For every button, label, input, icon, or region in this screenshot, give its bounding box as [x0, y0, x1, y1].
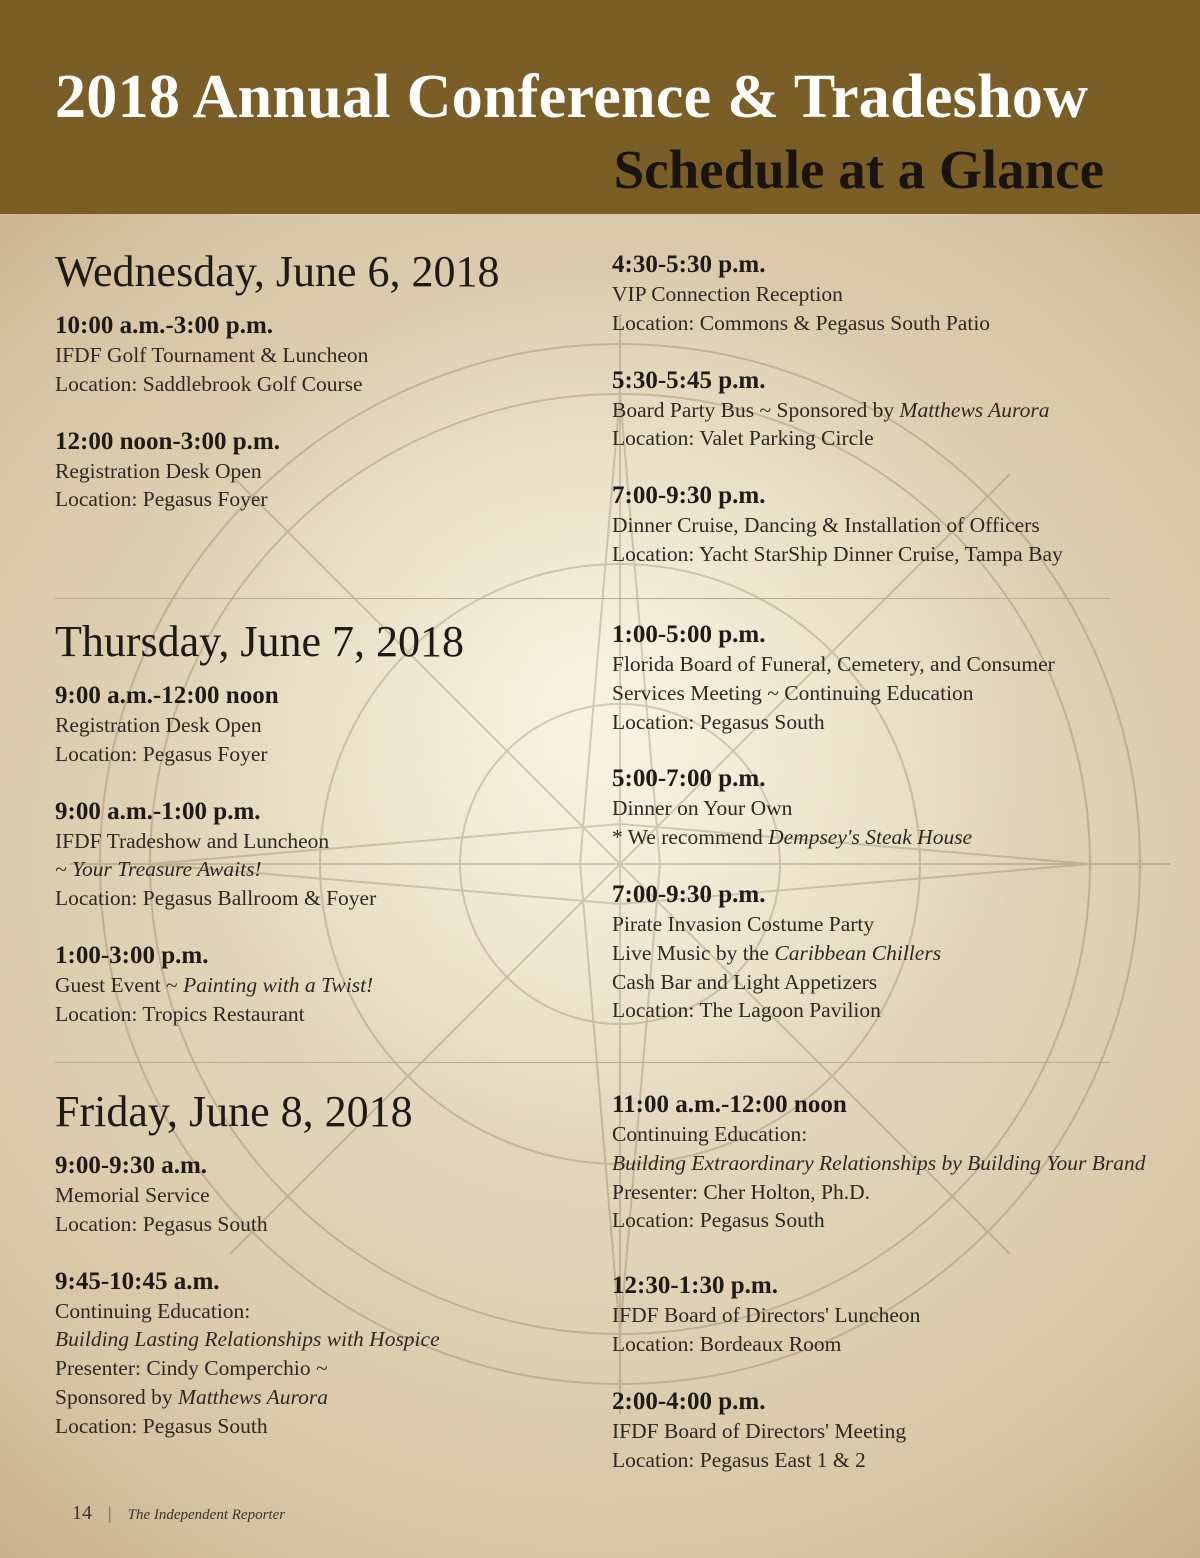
header-banner: [0, 0, 1200, 214]
event-time: 9:00 a.m.-1:00 p.m.: [55, 797, 261, 825]
event-title: VIP Connection Reception: [612, 282, 843, 306]
publication-name: The Independent Reporter: [127, 1507, 286, 1523]
event-note: [612, 823, 1152, 852]
day-heading: Friday, June 8, 2018: [55, 1087, 413, 1136]
event-title-italic: Painting with a Twist!: [183, 972, 374, 997]
event: [612, 764, 1152, 852]
event: [612, 366, 1152, 454]
event-time: 9:00-9:30 a.m.: [55, 1152, 208, 1179]
section-divider: [55, 598, 1110, 599]
presenter: Presenter: Cher Holton, Ph.D.: [612, 1179, 870, 1204]
event-location: Location: Pegasus East 1 & 2: [612, 1447, 866, 1472]
event: [55, 1151, 595, 1239]
event-detail: [612, 939, 1152, 968]
sponsor-line: [55, 1383, 595, 1412]
event-title: Dinner Cruise, Dancing & Installation of Officers: [612, 513, 1040, 538]
sponsor-name: Matthews Aurora: [178, 1384, 328, 1409]
event: [612, 1090, 1152, 1235]
event-title: Memorial Service: [55, 1183, 210, 1207]
restaurant-name: Dempsey's Steak House: [768, 825, 973, 850]
event-time: 10:00 a.m.-3:00 p.m.: [55, 312, 274, 339]
event-location: Location: The Lagoon Pavilion: [612, 998, 881, 1023]
event-tagline: ~ Your Treasure Awaits!: [55, 857, 262, 882]
event: [55, 1267, 595, 1441]
event-title: Florida Board of Funeral, Cemetery, and Consumer: [612, 652, 1055, 676]
event-location: Location: Saddlebrook Golf Course: [55, 371, 363, 396]
event-title: Registration Desk Open: [55, 713, 262, 737]
event-location: Location: Valet Parking Circle: [612, 426, 874, 451]
event-time: 11:00 a.m.-12:00 noon: [612, 1091, 847, 1118]
footer-separator: |: [108, 1503, 112, 1523]
page-subtitle: Schedule at a Glance: [613, 139, 1104, 200]
thursday-right-column: [612, 620, 1152, 1053]
event-location: Location: Yacht StarShip Dinner Cruise, Tampa Bay: [612, 541, 1063, 566]
event-location: Location: Pegasus Foyer: [55, 741, 268, 766]
event: [612, 1387, 1152, 1475]
page-footer: [72, 1502, 285, 1525]
event-detail: Cash Bar and Light Appetizers: [612, 969, 878, 994]
event: [612, 880, 1152, 1025]
event-title: [55, 971, 595, 1000]
event: [55, 941, 595, 1029]
event-location: Location: Tropics Restaurant: [55, 1001, 305, 1026]
event-time: 7:00-9:30 p.m.: [612, 482, 766, 510]
event-title-text: Guest Event ~: [55, 972, 184, 997]
wednesday-left-column: [55, 246, 595, 542]
event-title: Pirate Invasion Costume Party: [612, 911, 875, 936]
event-time: 12:00 noon-3:00 p.m.: [55, 427, 281, 455]
event-location: Location: Pegasus South: [612, 1208, 825, 1233]
event: [55, 797, 595, 913]
event-title: Continuing Education:: [55, 1298, 251, 1323]
event-title: IFDF Tradeshow and Luncheon: [55, 828, 330, 853]
day-heading: Thursday, June 7, 2018: [55, 617, 464, 666]
event-time: 4:30-5:30 p.m.: [612, 251, 766, 278]
friday-right-column: [612, 1090, 1152, 1502]
event: [612, 250, 1152, 338]
event-title: IFDF Golf Tournament & Luncheon: [55, 343, 369, 367]
event: [612, 620, 1152, 736]
page-title: 2018 Annual Conference & Tradeshow: [55, 63, 1089, 131]
event-note-text: * We recommend: [612, 825, 769, 850]
event-time: 1:00-5:00 p.m.: [612, 621, 766, 648]
band-name: Caribbean Chillers: [774, 940, 942, 965]
event: [612, 481, 1152, 569]
event: [55, 311, 595, 399]
section-divider: [55, 1062, 1110, 1063]
session-title: Building Extraordinary Relationships by Building Your Brand: [612, 1150, 1146, 1175]
event-location: Location: Pegasus South: [55, 1413, 268, 1438]
friday-left-column: [55, 1086, 595, 1469]
wednesday-right-column: [612, 250, 1152, 597]
event-title: Continuing Education:: [612, 1122, 808, 1146]
event-time: 12:30-1:30 p.m.: [612, 1272, 778, 1300]
event-title: Registration Desk Open: [55, 458, 262, 483]
sponsor-name: Matthews Aurora: [899, 397, 1050, 422]
sponsor-prefix: Sponsored by: [55, 1384, 179, 1409]
event-time: 9:00 a.m.-12:00 noon: [55, 682, 279, 709]
thursday-left-column: [55, 616, 595, 1057]
event-time: 5:00-7:00 p.m.: [612, 765, 766, 793]
event-location: Location: Commons & Pegasus South Patio: [612, 310, 991, 335]
event-detail-text: Live Music by the: [612, 940, 775, 965]
event-title-continued: Services Meeting ~ Continuing Education: [612, 680, 974, 705]
event: [612, 1271, 1152, 1359]
day-heading: Wednesday, June 6, 2018: [55, 247, 500, 296]
session-title: Building Lasting Relationships with Hospice: [55, 1327, 440, 1352]
event-title: IFDF Board of Directors' Luncheon: [612, 1303, 921, 1328]
event: [55, 681, 595, 769]
event-time: 7:00-9:30 p.m.: [612, 880, 766, 908]
event-title: IFDF Board of Directors' Meeting: [612, 1418, 907, 1443]
event-time: 2:00-4:00 p.m.: [612, 1387, 766, 1415]
event-location: Location: Bordeaux Room: [612, 1331, 842, 1356]
presenter: Presenter: Cindy Comperchio ~: [55, 1356, 328, 1381]
page-number: 14: [72, 1502, 92, 1524]
event-location: Location: Pegasus South: [612, 709, 825, 734]
event: [55, 427, 595, 515]
event-location: Location: Pegasus South: [55, 1211, 268, 1236]
event-title: [612, 396, 1152, 425]
event-title-text: Board Party Bus ~ Sponsored by: [612, 397, 900, 422]
event-time: 1:00-3:00 p.m.: [55, 941, 209, 969]
event-location: Location: Pegasus Ballroom & Foyer: [55, 886, 377, 911]
event-time: 9:45-10:45 a.m.: [55, 1267, 220, 1295]
event-title: Dinner on Your Own: [612, 796, 793, 821]
event-location: Location: Pegasus Foyer: [55, 487, 268, 512]
event-time: 5:30-5:45 p.m.: [612, 366, 766, 394]
